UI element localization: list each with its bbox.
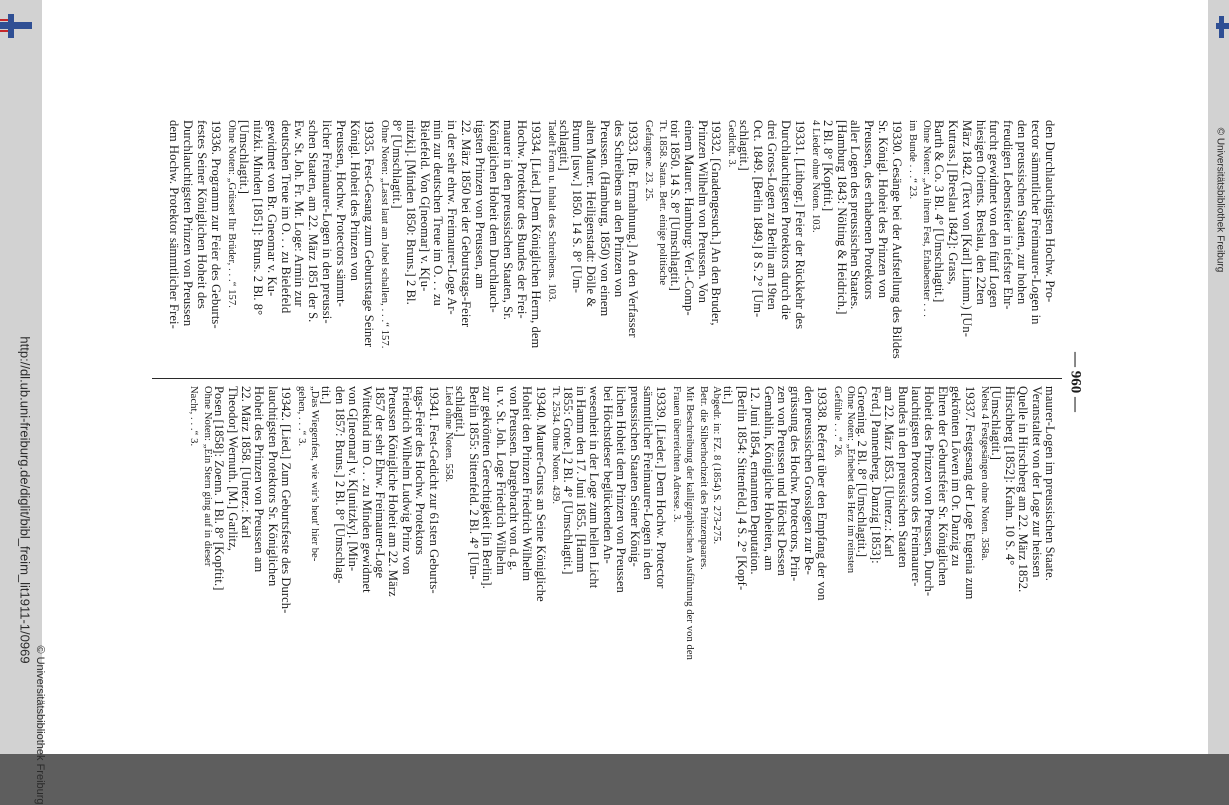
right-text-line: den 1857: Bruns.] 2 Bl. 8° [Umschlag-	[332, 386, 347, 584]
right-text-line: Ferd.] Pannenberg. Danzig [1853]:	[868, 386, 883, 564]
left-text-line: 19330. Gesänge bei der Aufstellung des Bildes	[890, 120, 905, 359]
left-text-line: Preussen. (Hamburg, 1850) von einem	[598, 120, 613, 317]
right-text-line: Hoheit des Prinzen von Preussen, Durch-	[922, 386, 937, 597]
left-text-line: Prinzen Wilhelm von Preussen. Von	[695, 120, 710, 303]
left-text-line: im Bunde . . .“ 23.	[907, 120, 918, 200]
right-text-line: Friedrich Wilhelm Ludwig Prinz von	[399, 386, 414, 575]
scanned-page	[17, 0, 1208, 805]
left-text-line: Ohne Noten: „An ihrem Fest, Erhabenster . . .	[920, 120, 932, 317]
right-text-line: Ohne Noten: „Ein Stern ging auf in dieser	[201, 386, 213, 567]
left-text-line: Gedicht. 3.	[726, 120, 738, 168]
page-number: — 960 —	[1067, 352, 1084, 412]
right-text-line: 19339. [Lieder.] Dem Hochw. Protector	[654, 386, 669, 589]
flag-icon-right[interactable]	[1216, 16, 1229, 38]
right-text-line: gehen, . . .“ 3.	[295, 386, 307, 447]
left-text-line: Tt. 1858. Satan. Betr. einige politische	[656, 120, 668, 286]
left-text-line: gewidmet von Br. Gneomar v. Ku-	[264, 120, 279, 297]
left-text-line: Königl. Hoheit des Prinzen von	[348, 120, 362, 281]
left-text-line: des Schreibens an den Prinzen von	[612, 120, 627, 298]
right-text-line: Quelle in Hirschberg am 22. März 1852.	[1016, 386, 1031, 593]
right-text-line: Abgedr. in: FZ. 8 (1854) S. 273-275.	[711, 386, 722, 545]
left-text-line: nitzki. Minden [1851]: Bruns. 2 Bl. 8°	[250, 120, 265, 316]
right-text-line: Lied ohne Noten. 558.	[443, 386, 454, 483]
left-text-line: Hochw. Protektor des Bundes der Frei-	[514, 120, 529, 319]
left-text-line: [Hamburg 1843: Nölting & Heidrich.]	[834, 120, 849, 315]
left-text-line: 19334. [Lied.] Dem Königlichen Herrn, dem	[528, 120, 543, 349]
left-text-line: Bielefeld. Von G[neomar] v. K[u-	[417, 120, 432, 292]
right-text-line: 19337. Festgesang der Loge Eugenia zum	[962, 386, 977, 600]
left-text-line: 19336. Programm zur Feier des Geburts-	[209, 120, 223, 329]
right-text-line: 1857 der sehr Ehrw. Freimaurer-Loge	[373, 386, 387, 579]
left-text-line: freudigen Lebensfeier in tiefster Ehr-	[1001, 120, 1016, 310]
left-text-line: dem Hochw. Protektor sämmtlicher Frei-	[167, 120, 182, 329]
right-text-line: preussischen Staaten Seiner König-	[627, 386, 642, 567]
left-text-line: 22. März 1850 bei der Geburtstags-Feier	[459, 120, 474, 328]
left-text-line: einem Maurer. Hamburg: Verl.-Comp-	[681, 120, 696, 316]
right-text-line: Ehren der Geburtsfeier Sr. Königlichen	[935, 386, 950, 586]
right-text-line: Hoheit den Prinzen Friedrich Wilhelm	[520, 386, 535, 582]
left-text-line: Durchlauchtigsten Prinzen von Preussen	[181, 120, 196, 327]
right-text-line: 19340. Maurer-Gruss an Seine Königliche	[533, 386, 548, 602]
right-text-line: schlagtit.]	[453, 386, 468, 437]
right-text-line: 12. Juni 1854, ernannten Deputation.	[748, 386, 763, 575]
right-text-line: grüssung des Hochw. Protectors, Prin-	[788, 386, 803, 582]
column-separator	[152, 378, 1062, 379]
right-text-line: von G[neomar] v. K[unitzky]. [Min-	[346, 386, 361, 572]
left-text-line: Oct. 1849. [Berlin 1849.] 8 S. 2° [Um-	[751, 120, 766, 318]
right-text-line: Bundes in den preussischen Staaten	[895, 386, 910, 568]
right-text-line: Posen [1858]: Zoenn. 1 Bl. 8° [Kopftit.]	[212, 386, 227, 591]
right-text-line: „Das Wiegenfest, wie wir's heut' hier be-	[309, 386, 320, 562]
right-text-line: Preussen Königliche Hoheit am 22. März	[386, 386, 401, 597]
right-text-line: lauchtigsten Protectors des Freimaurer-	[909, 386, 923, 587]
left-text-line: toir 1850. 14 S. 8° [Umschlagtit.]	[667, 120, 682, 291]
left-text-line: [Umschlagtit.]	[236, 120, 251, 194]
right-text-line: in Hamm den 17. Juni 1855. [Hamm	[574, 386, 588, 573]
right-text-line: zen von Preussen und Höchst Dessen	[775, 386, 789, 576]
left-text-line: 19335. Fest-Gesang zum Geburtstage Seiner	[361, 120, 376, 348]
left-text-line: deutschen Treue im O. . . zu Bielefeld	[278, 120, 293, 314]
right-text-line: Gemahlin, Königliche Hoheiten, am	[761, 386, 776, 571]
right-text-line: 19342. [Lied.] Zum Geburtsfeste des Durch-	[279, 386, 294, 614]
right-text-line: Betr. die Silberhochzeit des Prinzenpaares.	[697, 386, 709, 570]
right-text-line: tit.]	[721, 386, 736, 405]
right-text-line: bei Höchstdeser beglückenden An-	[600, 386, 615, 564]
left-text-line: maurer in den preussischen Staaten, Sr.	[500, 120, 515, 321]
left-text-line: 4 Lieder ohne Noten. 103.	[809, 120, 821, 233]
right-text-line: Frauen überreichten Adresse. 3.	[670, 386, 682, 523]
right-text-line: tags-Feier des Hochw. Protektors	[413, 386, 428, 556]
right-text-line: Tt. 2534. Ohne Noten. 439.	[550, 386, 562, 505]
viewer-right-sidebar	[1208, 0, 1229, 754]
page-url[interactable]: http://dl.ub.uni-freiburg.de/diglit/bibl_freim_lit1911-1/0969	[17, 336, 33, 664]
right-text-line: Gefühle . . .“ 26.	[831, 386, 843, 458]
right-text-line: lauchtigsten Protektors Sr. Königlichen	[265, 386, 280, 587]
right-text-line: Hirschberg [1852]: Krahn. 10 S. 4°	[1002, 386, 1017, 566]
left-text-line: aller Logen des preussischen Staates.	[848, 120, 863, 310]
right-text-line: [Umschlagtit.]	[989, 386, 1004, 460]
left-text-line: tigsten Prinzen von Preussen, am	[473, 120, 488, 289]
left-text-line: Gefangene. 23. 25.	[642, 120, 654, 202]
left-text-line: Durchlauchtigsten Protektors durch die	[778, 120, 793, 320]
right-text-line: von Preussen. Dargebracht von d. g.	[507, 386, 521, 571]
left-text-line: 19331. [Lithogr.] Feier der Rückkehr des	[792, 120, 807, 330]
right-text-line: Groening. 2 Bl. 8° [Umschlagtit.]	[855, 386, 870, 558]
right-text-line: 22. März 1858. [Unterz.: Karl	[239, 386, 253, 539]
left-text-line: festes Seiner Königlichen Hoheit des	[195, 120, 210, 309]
left-text-line: Preussen, Hochw. Protectors sämmt-	[334, 120, 349, 307]
left-text-line: Ohne Noten: „Grüsset Ihr Brüder, . . .“ 157.	[225, 120, 237, 308]
right-text-line: gekrönten Löwen im Or. Danzig zu	[949, 386, 964, 567]
right-text-line: am 22. März 1853. [Unterz.: Karl	[882, 386, 897, 558]
right-text-line: Veranstaltet von der Loge zur heissen	[1029, 386, 1044, 578]
right-text-line: u. v. St. Joh. Loge Friedrich Wilhelm	[493, 386, 508, 575]
right-text-line: Nacht, . . .“ 3.	[188, 386, 200, 447]
left-text-line: licher Freimaurer-Logen in den preussi-	[320, 120, 335, 324]
right-text-line: sämmtlicher Freimaurer-Logen in den	[641, 386, 655, 580]
left-text-line: Preussen, des erhabenen Protektors	[862, 120, 877, 300]
right-text-line: Theodor] Wernuth. [M.] Garlitz,	[225, 386, 240, 552]
left-text-line: 2 Bl. 8° [Kopftit.]	[820, 120, 835, 212]
right-text-line: 1855: Grote.] 2 Bl. 4° [Umschlagtit.]	[560, 386, 575, 575]
left-text-line: schlagtit.]	[556, 120, 571, 171]
right-text-line: Berlin 1855: Sittenfeld. 2 Bl. 4° [Um-	[466, 386, 481, 580]
left-text-line: tector sämmtlicher Freimaurer-Logen in	[1029, 120, 1044, 325]
right-edge-text: © Universitätsbibliothek Freiburg	[1214, 127, 1226, 273]
flag-icon[interactable]	[0, 14, 32, 38]
left-text-line: Kutrass.] [Breslau 1842]: Grass,	[945, 120, 960, 285]
left-text-line: Brunn [usw.] 1850. 14 S. 8° [Um-	[570, 120, 585, 294]
left-text-line: Königlichen Hoheit dem Durchlauch-	[487, 120, 501, 313]
left-text-line: hiesigen Orients. Breslau, den 22ten	[973, 120, 988, 305]
right-text-line: [Berlin 1854: Sittenfeld.] 4 S. 2° [Kopf-	[734, 386, 749, 591]
left-text-line: Ohne Noten: „Lasst laut am Jubel schallen, . . .“ 157.	[378, 120, 390, 349]
left-text-line: alten Maurer. Heiligenstadt: Dölle &	[584, 120, 599, 308]
left-text-line: Ew. St. Joh. Fr. Mr. Loge: Armin zur	[292, 120, 307, 307]
right-text-line: den preussischen Grosslogen zur Be-	[801, 386, 816, 575]
right-text-line: 19338. Referat über den Empfang der von	[815, 386, 830, 601]
left-text-line: schlagtit.]	[737, 120, 752, 171]
right-text-line: Ohne Noten: „Erhebet das Herz im reinsten	[845, 386, 856, 574]
left-text-line: 19332. [Gnadengesuch.] An den Bruder,	[709, 120, 724, 326]
right-text-line: wesenheit in der Loge zum hellen Licht	[587, 386, 602, 589]
left-text-line: den Durchlauchtigsten Hochw. Pro-	[1043, 120, 1057, 303]
right-text-line: Mit Beschreibung der kalligraphischen Ausführung der von den	[684, 386, 696, 660]
right-text-line: tit.]	[319, 386, 334, 405]
left-text-line: drei Gross-Logen zu Berlin am 19ten	[765, 120, 779, 310]
left-text-line: März 1842. (Text von [Karl] Linnm.) [Un-	[959, 120, 974, 337]
left-text-line: den preussischen Staaten, zur hohen	[1015, 120, 1030, 305]
copyright-notice: © Universitätsbibliothek Freiburg	[34, 645, 46, 805]
right-text-line: Nebst 4 Festgesängen ohne Noten. 358a.	[979, 386, 990, 561]
left-text-line: Tadelt Form u. Inhalt des Schreibens. 103.	[545, 120, 557, 303]
right-text-line: maurer-Logen im preussischen Staate.	[1043, 386, 1057, 581]
left-text-line: 8° [Umschlagtit.]	[389, 120, 404, 209]
left-text-line: min zur deutschen Treue im O. . . zu	[431, 120, 446, 306]
left-text-line: schen Staaten, am 22. März 1851 der S.	[306, 120, 321, 323]
right-text-line: Hoheit des Prinzen von Preussen am	[252, 386, 267, 573]
left-text-line: in der sehr ehrw. Freimaurer-Loge Ar-	[445, 120, 460, 315]
right-text-line: 19341. Fest-Gedicht zur 61sten Geburts-	[426, 386, 441, 594]
left-text-line: nitzki]. [Minden 1850: Bruns.] 2 Bl.	[403, 120, 418, 305]
right-text-line: lichen Hoheit dem Prinzen von Preussen	[614, 386, 629, 593]
right-text-line: zur gekrönten Gerechtigkeit [in Berlin].	[480, 386, 495, 589]
left-text-line: Sr. Königl. Hoheit des Prinzen von	[876, 120, 891, 299]
left-text-line: Barth & Co. 3 Bl. 4° [Umschlagtit.]	[931, 120, 946, 303]
left-text-line: 19333. [Br. Ermahnung.] An den Verfasser	[626, 120, 640, 338]
left-text-line: furcht gewidmet von den fünf Logen	[987, 120, 1002, 308]
right-text-line: Wittekind im O. . . zu Minden gewidmet	[359, 386, 374, 593]
